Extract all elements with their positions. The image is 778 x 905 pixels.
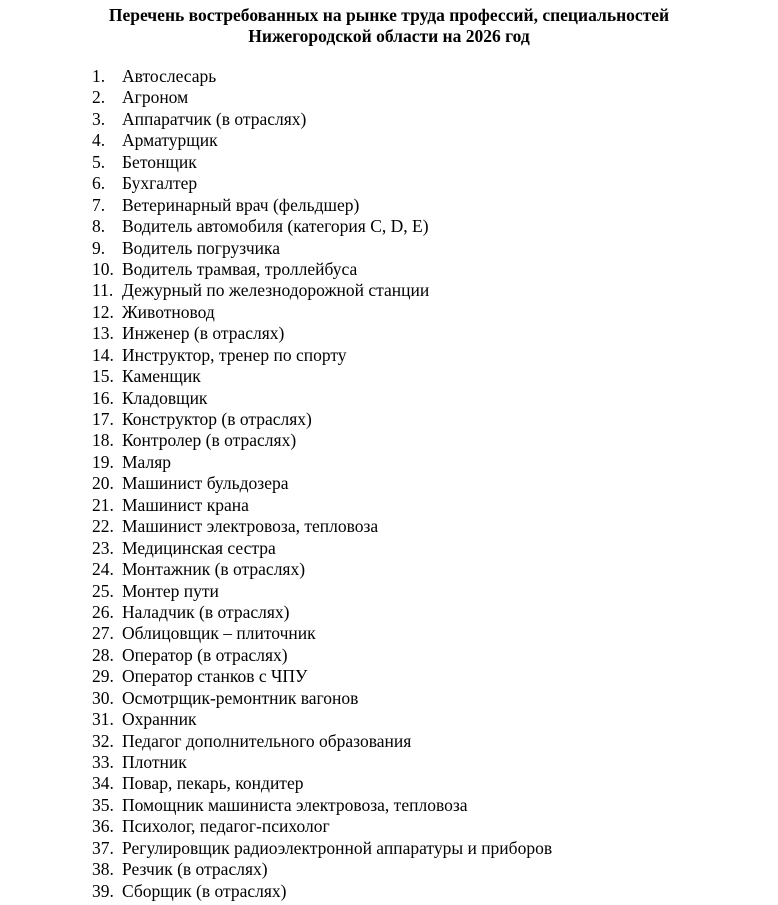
item-text: Маляр <box>122 451 172 472</box>
item-number: 18. <box>92 430 114 451</box>
item-text: Сборщик (в отраслях) <box>122 880 287 901</box>
item-number: 2. <box>92 87 106 108</box>
item-text: Контролер (в отраслях) <box>122 430 297 451</box>
item-text: Оператор станков с ЧПУ <box>122 666 308 687</box>
item-number: 30. <box>92 687 114 708</box>
document-title-line-2: Нижегородской области на 2026 год <box>248 26 530 46</box>
item-text: Бухгалтер <box>122 173 198 194</box>
item-number: 14. <box>92 344 114 365</box>
item-number: 26. <box>92 601 114 622</box>
item-number: 24. <box>92 559 114 580</box>
item-text: Аппаратчик (в отраслях) <box>122 108 307 129</box>
item-number: 32. <box>92 730 114 751</box>
item-number: 22. <box>92 516 114 537</box>
item-text: Наладчик (в отраслях) <box>122 601 290 622</box>
item-number: 35. <box>92 794 114 815</box>
item-number: 39. <box>92 880 114 901</box>
item-text: Оператор (в отраслях) <box>122 644 288 665</box>
item-text: Машинист электровоза, тепловоза <box>122 516 379 537</box>
item-text: Машинист крана <box>122 494 249 515</box>
item-text: Регулировщик радиоэлектронной аппаратуры и приборов <box>122 837 553 858</box>
item-number: 23. <box>92 537 114 558</box>
item-number: 38. <box>92 859 114 880</box>
item-text: Водитель автомобиля (категория C, D, E) <box>122 216 429 237</box>
item-number: 36. <box>92 816 114 837</box>
item-number: 17. <box>92 409 114 429</box>
item-number: 27. <box>92 623 114 644</box>
item-number: 34. <box>92 773 114 794</box>
item-number: 12. <box>92 301 114 322</box>
item-number: 37. <box>92 837 114 858</box>
item-text: Автослесарь <box>122 66 217 86</box>
item-text: Повар, пекарь, кондитер <box>122 773 304 794</box>
item-text: Облицовщик – плиточник <box>122 623 316 644</box>
item-text: Инструктор, тренер по спорту <box>122 344 347 365</box>
item-number: 3. <box>92 108 106 129</box>
item-number: 16. <box>92 387 114 408</box>
item-number: 13. <box>92 323 114 344</box>
item-text: Инженер (в отраслях) <box>122 323 285 344</box>
item-number: 7. <box>92 194 106 215</box>
item-text: Ветеринарный врач (фельдшер) <box>122 194 360 215</box>
item-number: 5. <box>92 151 106 172</box>
item-text: Резчик (в отраслях) <box>122 859 268 880</box>
item-number: 28. <box>92 644 114 665</box>
item-number: 19. <box>92 451 114 472</box>
item-number: 25. <box>92 580 114 601</box>
item-text: Агроном <box>122 87 189 108</box>
item-number: 6. <box>92 173 106 194</box>
item-number: 10. <box>92 258 114 279</box>
item-number: 1. <box>92 66 106 86</box>
item-text: Арматурщик <box>122 130 218 151</box>
item-text: Кладовщик <box>122 387 208 408</box>
item-text: Плотник <box>122 752 187 772</box>
item-number: 20. <box>92 473 114 494</box>
item-text: Психолог, педагог-психолог <box>122 816 330 837</box>
item-text: Охранник <box>122 709 197 730</box>
item-text: Монтажник (в отраслях) <box>122 559 306 580</box>
item-number: 21. <box>92 494 114 515</box>
item-number: 11. <box>92 280 114 301</box>
item-text: Животновод <box>122 301 215 322</box>
item-text: Каменщик <box>122 366 201 387</box>
item-text: Осмотрщик-ремонтник вагонов <box>122 687 359 708</box>
item-text: Водитель трамвая, троллейбуса <box>122 258 358 279</box>
item-number: 15. <box>92 366 114 387</box>
item-number: 9. <box>92 237 106 258</box>
item-text: Бетонщик <box>122 151 197 172</box>
item-text: Монтер пути <box>122 580 219 601</box>
item-text: Машинист бульдозера <box>122 473 289 494</box>
item-text: Водитель погрузчика <box>122 237 280 258</box>
item-number: 4. <box>92 130 106 151</box>
item-number: 29. <box>92 666 114 687</box>
item-text: Педагог дополнительного образования <box>122 730 412 751</box>
item-number: 33. <box>92 752 114 772</box>
document-title-line-1: Перечень востребованных на рынке труда профессий, специальностей <box>108 5 670 25</box>
item-number: 31. <box>92 709 114 730</box>
item-text: Медицинская сестра <box>122 537 276 558</box>
item-text: Конструктор (в отраслях) <box>122 409 312 429</box>
item-text: Дежурный по железнодорожной станции <box>122 280 430 301</box>
item-number: 8. <box>92 216 106 237</box>
item-text: Помощник машиниста электровоза, тепловоза <box>122 794 468 815</box>
